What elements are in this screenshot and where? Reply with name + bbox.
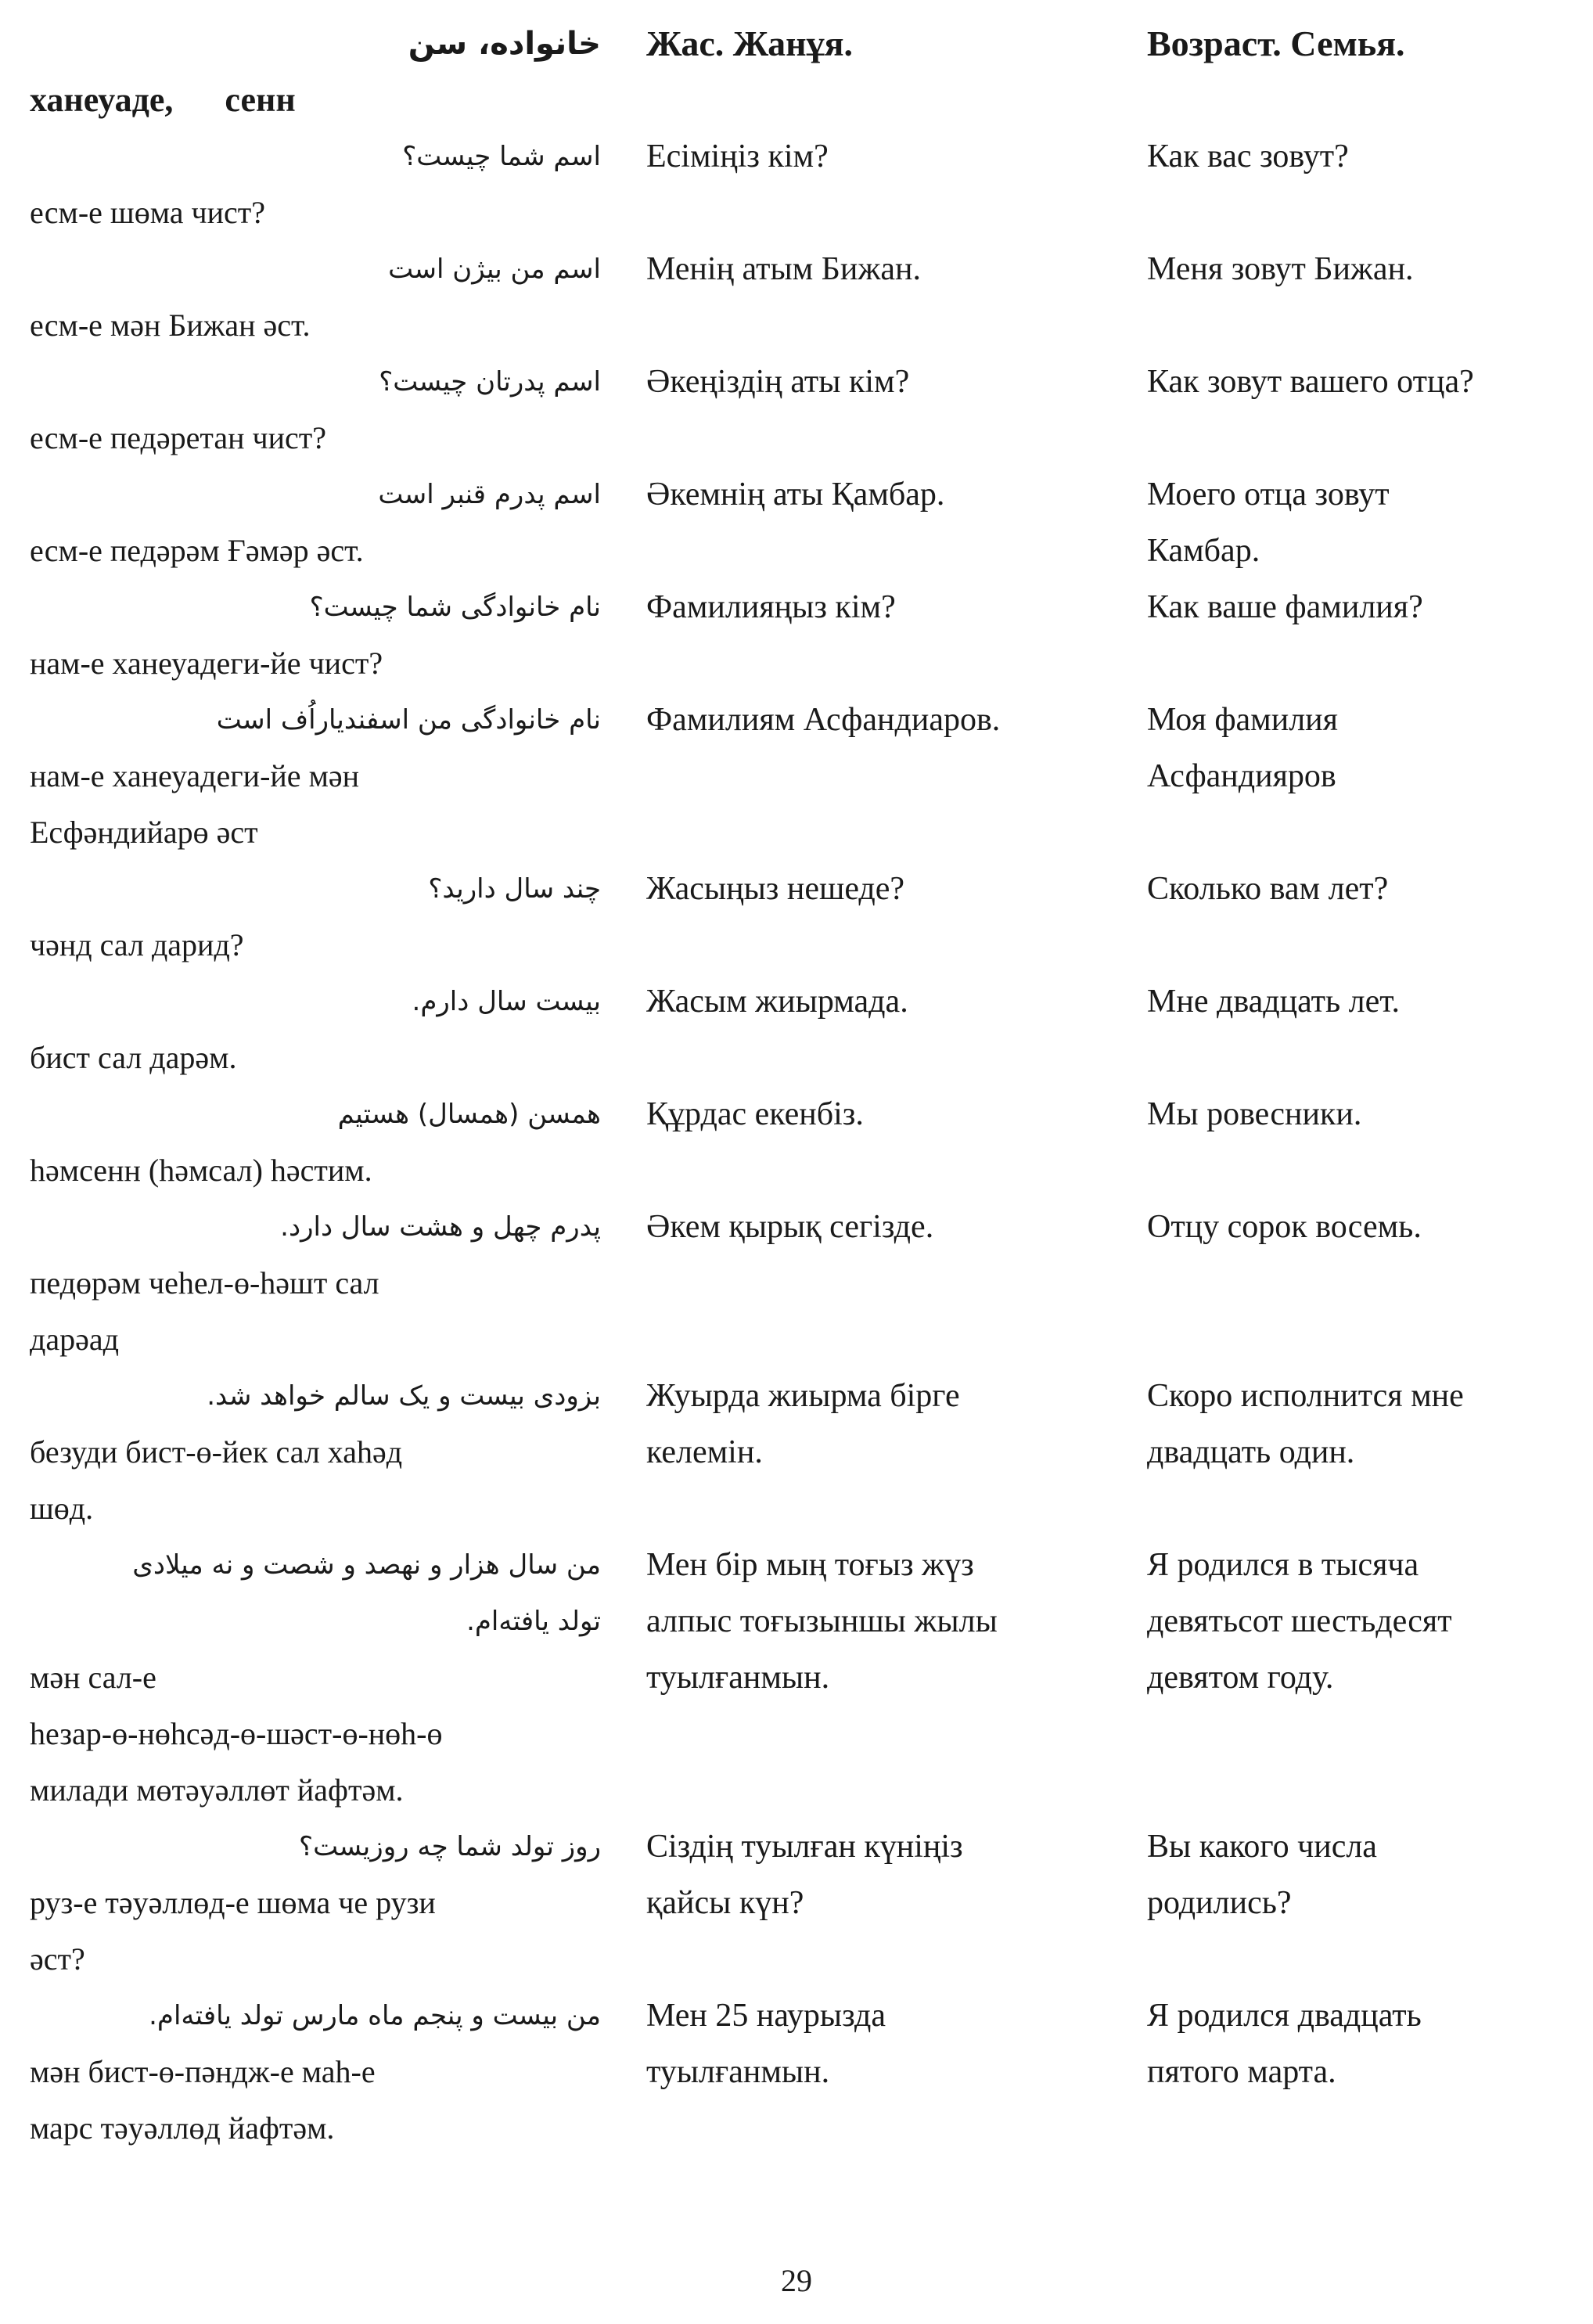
russian-text: Моего отца зовут Камбар. (1147, 477, 1390, 569)
persian-text: همسن (همسال) هستیم (337, 1099, 601, 1130)
persian-text: من سال هزار و نهصد و شصت و نه میلادی (132, 1549, 601, 1581)
kazakh-text: Мен бір мың тоғыз жүз алпыс тоғызыншы жылы туылғанмын. (646, 1547, 998, 1696)
russian-text: Как вас зовут? (1147, 139, 1349, 174)
russian-text: Отцу сорок восемь. (1147, 1209, 1422, 1245)
russian-text: Скоро исполнится мне двадцать один. (1147, 1378, 1464, 1470)
kazakh-text: Әкемнің аты Қамбар. (646, 477, 945, 513)
persian-text: اسم پدرم قنبر است (378, 479, 601, 510)
kazakh-text: Мен 25 наурызда туылғанмын. (646, 1998, 886, 2090)
persian-text: من بیست و پنجم ماه مارس تولد یافته‌ام. (149, 2000, 601, 2031)
page-number: 29 (781, 2263, 812, 2298)
persian-text: اسم پدرتان چیست؟ (379, 366, 601, 398)
persian-text: نام خانوادگی شما چیست؟ (309, 592, 601, 623)
transliteration: бист сал дарәм. (30, 1040, 237, 1075)
transliteration: есм-е шөма чист? (30, 195, 265, 230)
russian-text: Я родился двадцать пятого марта. (1147, 1998, 1422, 2090)
kazakh-text: Жуырда жиырма бірге келемін. (646, 1378, 960, 1470)
russian-text: Мне двадцать лет. (1147, 984, 1400, 1020)
russian-text: Меня зовут Бижан. (1147, 251, 1414, 287)
transliteration: чәнд сал дарид? (30, 927, 244, 962)
russian-text: Как ваше фамилия? (1147, 589, 1423, 625)
header-kazakh: Жас. Жанұя. (646, 23, 853, 63)
persian-text: بزودی بیست و یک سالم خواهد شد. (207, 1380, 601, 1412)
kazakh-text: Жасыңыз нешеде? (646, 871, 905, 907)
russian-text: Я родился в тысяча девятьсот шестьдесят девятом году. (1147, 1547, 1452, 1696)
transliteration: руз-е тәуәллөд-е шөма че рузи әст? (30, 1885, 436, 1977)
kazakh-text: Әкеңіздің аты кім? (646, 364, 910, 400)
header-translit: ханеуаде, сенн (30, 81, 296, 119)
kazakh-text: Менің атым Бижан. (646, 251, 921, 287)
transliteration: безуди бист-ө-йек сал хаһәд шөд. (30, 1434, 403, 1526)
transliteration: есм-е педәретан чист? (30, 420, 327, 455)
transliteration: һәмсенн (һәмсал) һәстим. (30, 1153, 372, 1188)
transliteration: есм-е мән Бижан әст. (30, 308, 311, 343)
transliteration: нам-е ханеуадеги-йе мән Есфәндийарө әст (30, 758, 360, 850)
russian-text: Моя фамилия Асфандияров (1147, 702, 1338, 794)
persian-text: پدرم چهل و هشت سال دارد. (280, 1211, 601, 1243)
transliteration: мән бист-ө-пәндж-е маһ-е марс тәуәллөд йафтәм. (30, 2054, 376, 2146)
persian-text: روز تولد شما چه روزیست؟ (299, 1831, 601, 1862)
russian-text: Сколько вам лет? (1147, 871, 1389, 907)
kazakh-text: Құрдас екенбіз. (646, 1096, 864, 1132)
transliteration: есм-е педәрәм Ғәмәр әст. (30, 533, 364, 568)
persian-text: بیست سال دارم. (412, 986, 601, 1017)
header-persian: خانواده، سن (408, 26, 601, 62)
transliteration: педөрәм чеһел-ө-һәшт сал дарәад (30, 1265, 379, 1357)
persian-text-continued: تولد یافته‌ام. (466, 1606, 601, 1637)
persian-text: اسم شما چیست؟ (402, 141, 601, 172)
russian-text: Вы какого числа родились? (1147, 1829, 1377, 1921)
persian-text: چند سال دارید؟ (428, 873, 601, 905)
kazakh-text: Сіздің туылған күніңіз қайсы күн? (646, 1829, 963, 1921)
kazakh-text: Фамилияңыз кім? (646, 589, 896, 625)
kazakh-text: Есіміңіз кім? (646, 139, 829, 174)
russian-text: Мы ровесники. (1147, 1096, 1362, 1132)
persian-text: اسم من بیژن است (388, 254, 601, 285)
persian-text: نام خانوادگی من اسفندیاراُف است (216, 704, 601, 736)
transliteration: мән сал-е һезар-ө-нөһсәд-ө-шәст-ө-нөһ-ө милади мөтәуәллөт йафтәм. (30, 1660, 443, 1808)
russian-text: Как зовут вашего отца? (1147, 364, 1474, 400)
kazakh-text: Жасым жиырмада. (646, 984, 908, 1020)
transliteration: нам-е ханеуадеги-йе чист? (30, 646, 383, 681)
kazakh-text: Фамилиям Асфандиаров. (646, 702, 1001, 738)
header-russian: Возраст. Семья. (1147, 23, 1405, 63)
kazakh-text: Әкем қырық сегізде. (646, 1209, 934, 1245)
